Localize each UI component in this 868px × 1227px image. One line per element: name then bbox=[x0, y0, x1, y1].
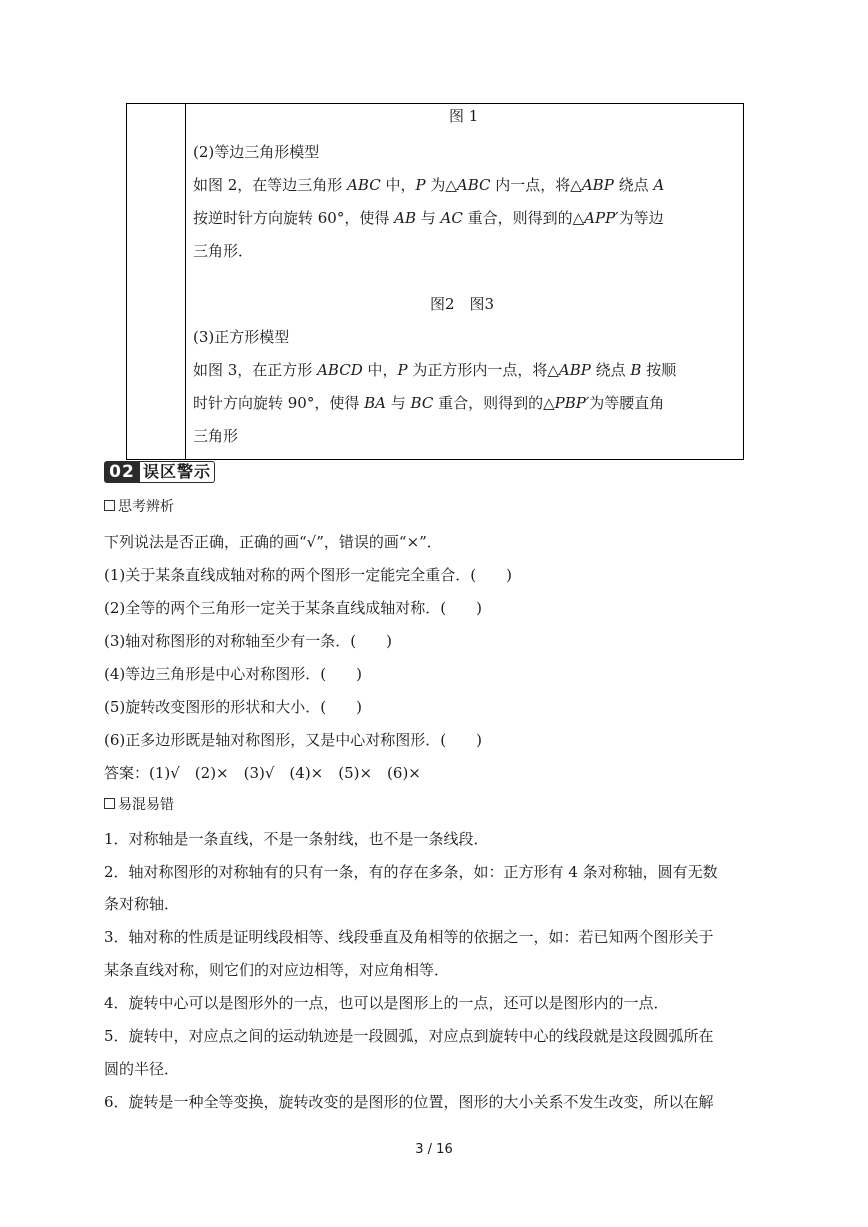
think-label: 思考辨析 bbox=[104, 497, 174, 517]
model-2-title: (2)等边三角形模型 bbox=[193, 143, 320, 161]
think-item: (3)轴对称图形的对称轴至少有一条．( ) bbox=[104, 632, 392, 650]
figure-1-caption: 图 1 bbox=[449, 107, 479, 125]
mistake-item-continued: 条对称轴． bbox=[104, 895, 180, 913]
mistake-item-continued: 某条直线对称，则它们的对应边相等，对应角相等． bbox=[104, 961, 450, 979]
table-divider bbox=[185, 104, 186, 459]
section-heading bbox=[104, 461, 216, 485]
model-table bbox=[126, 103, 744, 460]
mistakes-label: 易混易错 bbox=[104, 795, 174, 815]
page-number: 3 / 16 bbox=[415, 1142, 453, 1157]
model-3-title: (3)正方形模型 bbox=[193, 328, 290, 346]
mistake-item: 6．旋转是一种全等变换，旋转改变的是图形的位置，图形的大小关系不发生改变，所以在解 bbox=[104, 1093, 714, 1111]
model-3-line-3: 三角形 bbox=[193, 427, 239, 445]
think-item: (2)全等的两个三角形一定关于某条直线成轴对称．( ) bbox=[104, 599, 482, 617]
square-bullet-icon bbox=[104, 500, 115, 511]
section-title: 误区警示 bbox=[140, 461, 215, 483]
model-3-line-2: 时针方向旋转 90°，使得 BA 与 BC 重合，则得到的△PBP′为等腰直角 bbox=[193, 394, 665, 412]
model-2-line-2: 按逆时针方向旋转 60°，使得 AB 与 AC 重合，则得到的△APP′为等边 bbox=[193, 209, 664, 227]
model-2-line-3: 三角形． bbox=[193, 242, 254, 260]
think-item: (1)关于某条直线成轴对称的两个图形一定能完全重合．( ) bbox=[104, 566, 512, 584]
square-bullet-icon bbox=[104, 798, 115, 809]
mistake-item-continued: 圆的半径． bbox=[104, 1060, 180, 1078]
model-2-line-1: 如图 2，在等边三角形 ABC 中，P 为△ABC 内一点，将△ABP 绕点 A bbox=[193, 176, 665, 194]
figure-2-3-caption: 图2 图3 bbox=[430, 295, 495, 313]
model-3-line-1: 如图 3，在正方形 ABCD 中，P 为正方形内一点，将△ABP 绕点 B 按顺 bbox=[193, 361, 677, 379]
think-item: (5)旋转改变图形的形状和大小．( ) bbox=[104, 698, 362, 716]
think-item: (4)等边三角形是中心对称图形．( ) bbox=[104, 665, 362, 683]
answer-line: 答案：(1)√ (2)× (3)√ (4)× (5)× (6)× bbox=[104, 764, 421, 782]
section-number-badge: 02 bbox=[104, 461, 140, 483]
mistake-item: 3．轴对称的性质是证明线段相等、线段垂直及角相等的依据之一，如：若已知两个图形关于 bbox=[104, 928, 714, 946]
mistake-item: 5．旋转中，对应点之间的运动轨迹是一段圆弧，对应点到旋转中心的线段就是这段圆弧所在 bbox=[104, 1027, 714, 1045]
think-item: (6)正多边形既是轴对称图形，又是中心对称图形．( ) bbox=[104, 731, 482, 749]
mistake-item: 1．对称轴是一条直线，不是一条射线，也不是一条线段． bbox=[104, 830, 489, 848]
think-intro: 下列说法是否正确，正确的画“√”，错误的画“×”． bbox=[104, 533, 442, 551]
mistake-item: 2．轴对称图形的对称轴有的只有一条，有的存在多条，如：正方形有 4 条对称轴，圆有无数 bbox=[104, 863, 718, 881]
mistake-item: 4．旋转中心可以是图形外的一点，也可以是图形上的一点，还可以是图形内的一点． bbox=[104, 994, 669, 1012]
